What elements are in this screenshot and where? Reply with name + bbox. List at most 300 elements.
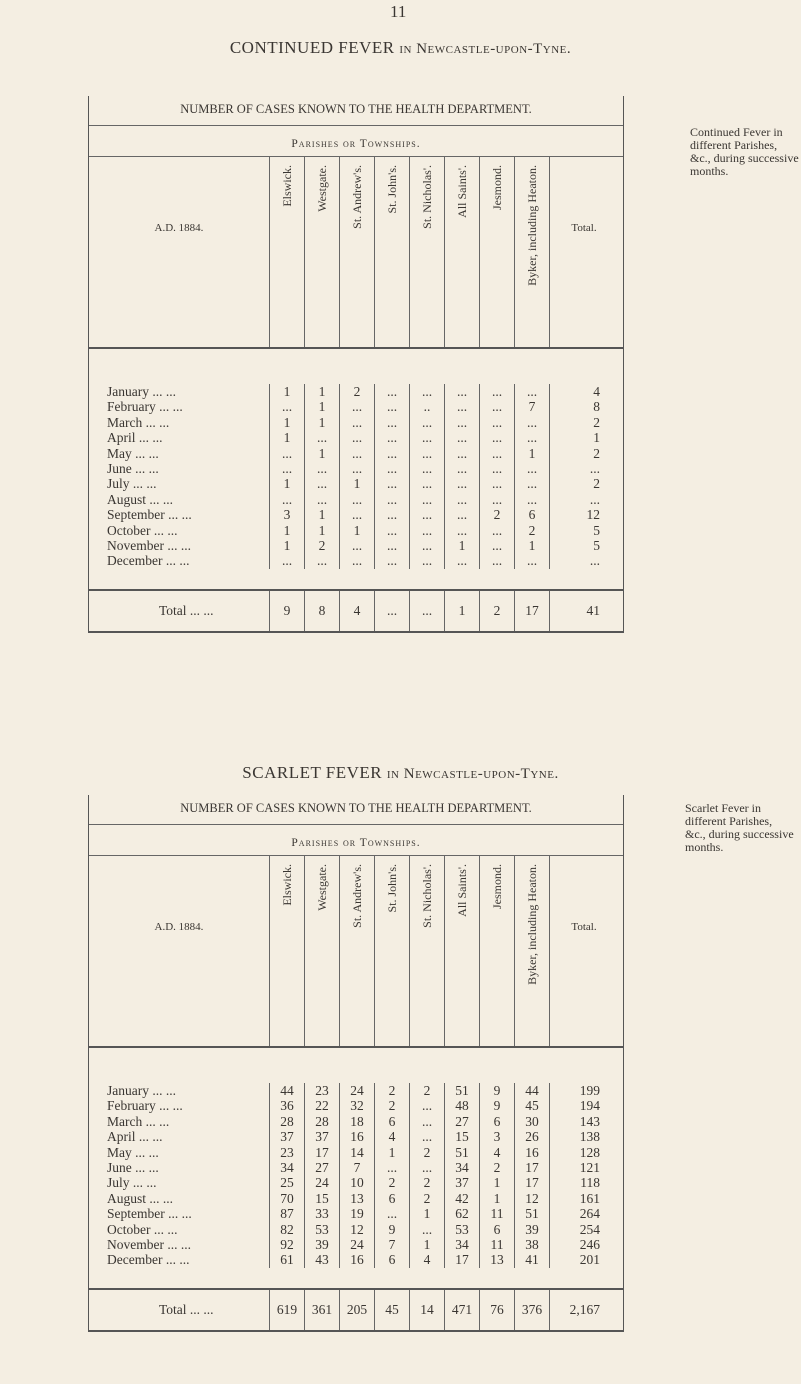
- total-value: 471: [451, 1301, 473, 1317]
- table-cell: 1: [318, 445, 326, 461]
- table-cell: 17: [525, 1159, 539, 1175]
- total-value: 9: [283, 602, 291, 618]
- table-cell: ...: [316, 553, 328, 569]
- table-cell: 1: [283, 384, 291, 399]
- table-cell: 264: [579, 1206, 600, 1222]
- month-label: June ... ...: [107, 1159, 159, 1175]
- table-cell: ...: [456, 491, 468, 507]
- column-header: [479, 157, 514, 347]
- table-cell: ...: [421, 430, 433, 446]
- table-cell: 13: [490, 1252, 504, 1268]
- table-cell: ...: [589, 491, 600, 507]
- table-cell: 9: [493, 1098, 501, 1114]
- column-header-label: Elswick.: [280, 864, 294, 906]
- table-cell: 11: [490, 1236, 504, 1252]
- total-cell: [479, 591, 514, 631]
- table-cell: 246: [579, 1236, 600, 1252]
- year-header: A.D. 1884.: [154, 921, 204, 933]
- data-column: [339, 384, 374, 569]
- continued-fever-title: [0, 38, 801, 58]
- table-cell: 143: [579, 1113, 600, 1129]
- table-cell: 6: [388, 1190, 396, 1206]
- month-label: September ... ...: [107, 1206, 192, 1222]
- table-cell: ...: [456, 445, 468, 461]
- table-cell: ...: [386, 553, 398, 569]
- column-header: [444, 157, 479, 347]
- table-cell: 118: [580, 1175, 600, 1191]
- table-cell: 23: [280, 1144, 294, 1160]
- table-cell: ...: [281, 553, 293, 569]
- total-label: Total ... ...: [159, 1301, 214, 1317]
- table-cell: 1: [528, 537, 536, 553]
- table-cell: 44: [525, 1083, 539, 1098]
- scarlet-fever-title: [0, 763, 801, 783]
- total-value: 14: [420, 1301, 434, 1317]
- table-cell: 3: [283, 507, 291, 523]
- table-cell: 12: [586, 507, 600, 523]
- table-cell: ...: [386, 430, 398, 446]
- column-header: Total.: [549, 856, 618, 1046]
- table-cell: 1: [283, 522, 291, 538]
- total-value: 376: [521, 1301, 543, 1317]
- table-cell: 23: [315, 1083, 329, 1098]
- table-cell: ...: [281, 399, 293, 415]
- table-cell: 61: [280, 1252, 294, 1268]
- table-cell: ...: [316, 491, 328, 507]
- total-cell: [409, 1290, 444, 1330]
- data-column: [479, 384, 514, 569]
- table-cell: ...: [386, 1159, 398, 1175]
- table-cell: 16: [350, 1129, 364, 1145]
- table-cell: ...: [526, 460, 538, 476]
- table-cell: 82: [280, 1221, 294, 1237]
- continued-fever-table: [88, 96, 624, 633]
- total-cell: [374, 1290, 409, 1330]
- parishes-label: Parishes or Townships.: [89, 126, 623, 157]
- data-column: [549, 1083, 618, 1268]
- table-cell: 11: [490, 1206, 504, 1222]
- month-label: November ... ...: [107, 537, 191, 553]
- table-cell: 39: [525, 1221, 539, 1237]
- table-cell: 6: [388, 1113, 396, 1129]
- data-column: [514, 1083, 549, 1268]
- month-label: September ... ...: [107, 507, 192, 523]
- total-label-cell: [89, 1290, 269, 1330]
- total-value: 4: [353, 602, 361, 618]
- column-header-label: Jesmond.: [490, 165, 504, 210]
- total-value: 41: [586, 602, 600, 618]
- table-cell: 7: [388, 1236, 396, 1252]
- table-cell: ...: [386, 460, 398, 476]
- table-cell: 1: [353, 476, 361, 492]
- table-cell: 41: [525, 1252, 539, 1268]
- table-cell: ...: [456, 553, 468, 569]
- total-value: ...: [421, 602, 433, 618]
- table-cell: 1: [318, 399, 326, 415]
- table-cell: ...: [316, 476, 328, 492]
- table-cell: ...: [351, 445, 363, 461]
- parishes-label: Parishes or Townships.: [89, 825, 623, 856]
- month-label: February ... ...: [107, 1098, 183, 1114]
- month-label: May ... ...: [107, 445, 159, 461]
- table-cell: 201: [579, 1252, 600, 1268]
- table-cell: ...: [421, 1129, 433, 1145]
- table-cell: ...: [491, 399, 503, 415]
- table-cell: ...: [456, 399, 468, 415]
- table-cell: 30: [525, 1113, 539, 1129]
- total-cell: [374, 591, 409, 631]
- column-header: [514, 157, 549, 347]
- table-cell: 9: [388, 1221, 396, 1237]
- table-cell: ...: [526, 476, 538, 492]
- table-cell: 1: [353, 522, 361, 538]
- table-cell: ...: [386, 445, 398, 461]
- table-cell: 1: [593, 430, 600, 446]
- total-value: 619: [276, 1301, 298, 1317]
- total-value: 205: [346, 1301, 368, 1317]
- table-cell: ...: [351, 399, 363, 415]
- table-cell: 1: [493, 1190, 501, 1206]
- table-cell: ...: [386, 476, 398, 492]
- table-cell: 128: [579, 1144, 600, 1160]
- table-cell: 2: [493, 1159, 501, 1175]
- header-row: [89, 157, 623, 349]
- table-cell: ...: [386, 414, 398, 430]
- table-cell: ...: [421, 476, 433, 492]
- table-cell: ...: [386, 384, 398, 399]
- table-cell: 161: [579, 1190, 600, 1206]
- table-cell: ...: [421, 507, 433, 523]
- table-cell: ...: [351, 553, 363, 569]
- table-cell: ...: [456, 414, 468, 430]
- total-label-cell: [89, 591, 269, 631]
- table-cell: 7: [528, 399, 536, 415]
- table-cell: ...: [316, 430, 328, 446]
- table-cell: 2: [388, 1175, 396, 1191]
- column-header-label: St. Andrew's.: [350, 165, 364, 229]
- total-cell: [409, 591, 444, 631]
- table-cell: ...: [421, 491, 433, 507]
- data-column: [409, 1083, 444, 1268]
- table-cell: ...: [351, 460, 363, 476]
- column-header: [269, 856, 304, 1046]
- month-label: December ... ...: [107, 1252, 190, 1268]
- table-cell: 37: [280, 1129, 294, 1145]
- scarlet-fever-table: [88, 795, 624, 1332]
- table-cell: ...: [491, 414, 503, 430]
- table-cell: 4: [493, 1144, 501, 1160]
- table-cell: 2: [593, 476, 600, 492]
- side-note: Continued Fever in different Parishes, &c., during successive months.: [690, 125, 799, 178]
- total-value: 361: [311, 1301, 333, 1317]
- table-cell: 53: [455, 1221, 469, 1237]
- column-header: [479, 856, 514, 1046]
- data-column: [444, 1083, 479, 1268]
- month-label: June ... ...: [107, 460, 159, 476]
- table-cell: 16: [525, 1144, 539, 1160]
- month-label: March ... ...: [107, 414, 170, 430]
- table-cell: ...: [316, 460, 328, 476]
- table-cell: 1: [283, 476, 291, 492]
- page-number: 11: [390, 2, 407, 21]
- table-cell: 9: [493, 1083, 501, 1098]
- table-cell: 32: [350, 1098, 364, 1114]
- table-cell: 254: [579, 1221, 600, 1237]
- table-cell: 16: [350, 1252, 364, 1268]
- table-cell: ...: [421, 522, 433, 538]
- table-cell: 2: [423, 1083, 431, 1098]
- table-cell: 37: [315, 1129, 329, 1145]
- total-cell: [549, 591, 618, 631]
- table-cell: 2: [493, 507, 501, 523]
- table-cell: ...: [589, 553, 600, 569]
- table-cell: ...: [491, 460, 503, 476]
- side-note: Scarlet Fever in different Parishes, &c., during successive months.: [685, 801, 794, 854]
- title-rest: in Newcastle-upon-Tyne.: [386, 766, 559, 782]
- table-cell: ...: [421, 414, 433, 430]
- column-header-label: All Saints'.: [455, 165, 469, 218]
- table-cell: ...: [351, 414, 363, 430]
- table-cell: ...: [456, 384, 468, 399]
- table-cell: 27: [455, 1113, 469, 1129]
- table-cell: 25: [280, 1175, 294, 1191]
- column-header: Total.: [549, 157, 618, 347]
- column-header-label: St. Andrew's.: [350, 864, 364, 928]
- table-cell: 34: [455, 1236, 469, 1252]
- table-cell: 2: [318, 537, 326, 553]
- table-cell: 10: [350, 1175, 364, 1191]
- table-cell: 62: [455, 1206, 469, 1222]
- table-cell: 42: [455, 1190, 469, 1206]
- table-cell: 2: [528, 522, 536, 538]
- table-cell: 1: [283, 537, 291, 553]
- table-cell: 199: [579, 1083, 600, 1098]
- table-cell: ...: [281, 491, 293, 507]
- month-label: December ... ...: [107, 553, 190, 569]
- table-cell: 17: [525, 1175, 539, 1191]
- total-cell: [514, 1290, 549, 1330]
- month-label: August ... ...: [107, 491, 174, 507]
- table-cell: 39: [315, 1236, 329, 1252]
- column-header: [409, 157, 444, 347]
- total-row: [89, 591, 623, 633]
- column-header-label: Jesmond.: [490, 864, 504, 909]
- column-header: [269, 157, 304, 347]
- total-cell: [269, 1290, 304, 1330]
- title-main: SCARLET FEVER: [242, 763, 383, 782]
- month-label: August ... ...: [107, 1190, 174, 1206]
- column-header: [304, 856, 339, 1046]
- column-header-label: Byker, including Heaton.: [525, 864, 539, 985]
- month-label: October ... ...: [107, 522, 178, 538]
- table-cell: ...: [491, 537, 503, 553]
- table-cell: ...: [491, 445, 503, 461]
- table-cell: ...: [589, 460, 600, 476]
- table-cell: ...: [421, 1098, 433, 1114]
- table-cell: 34: [280, 1159, 294, 1175]
- total-cell: [304, 591, 339, 631]
- month-label: March ... ...: [107, 1113, 170, 1129]
- table-cell: ...: [281, 460, 293, 476]
- table-cell: 2: [593, 445, 600, 461]
- table-cell: ...: [456, 522, 468, 538]
- month-label: April ... ...: [107, 1129, 163, 1145]
- table-cell: ...: [456, 507, 468, 523]
- table-cell: 4: [388, 1129, 396, 1145]
- table-cell: 14: [350, 1144, 364, 1160]
- title-main: CONTINUED FEVER: [229, 38, 395, 57]
- table-cell: ...: [351, 491, 363, 507]
- month-label: July ... ...: [107, 1175, 157, 1191]
- table-cell: 24: [315, 1175, 329, 1191]
- month-label: January ... ...: [107, 384, 176, 399]
- table-cell: 1: [318, 522, 326, 538]
- month-label: May ... ...: [107, 1144, 159, 1160]
- table-caption: NUMBER OF CASES KNOWN TO THE HEALTH DEPARTMENT.: [89, 795, 623, 825]
- table-cell: ...: [491, 476, 503, 492]
- table-cell: 2: [388, 1083, 396, 1098]
- table-cell: 22: [315, 1098, 329, 1114]
- table-cell: ...: [386, 491, 398, 507]
- total-value: 2: [493, 602, 501, 618]
- month-label: October ... ...: [107, 1221, 178, 1237]
- table-cell: 1: [388, 1144, 396, 1160]
- table-cell: 1: [318, 507, 326, 523]
- table-cell: ...: [421, 384, 433, 399]
- column-header-label: Elswick.: [280, 165, 294, 207]
- table-cell: 44: [280, 1083, 294, 1098]
- month-column: [89, 384, 269, 569]
- total-cell: [269, 591, 304, 631]
- total-cell: [514, 591, 549, 631]
- table-cell: ...: [351, 507, 363, 523]
- table-cell: 138: [579, 1129, 600, 1145]
- table-cell: 33: [315, 1206, 329, 1222]
- table-cell: 18: [350, 1113, 364, 1129]
- table-cell: 12: [525, 1190, 539, 1206]
- total-cell: [339, 591, 374, 631]
- table-cell: ...: [526, 491, 538, 507]
- table-cell: 1: [423, 1206, 431, 1222]
- month-label: January ... ...: [107, 1083, 176, 1098]
- table-cell: 3: [493, 1129, 501, 1145]
- column-header: [514, 856, 549, 1046]
- table-cell: 51: [525, 1206, 539, 1222]
- month-column: [89, 1083, 269, 1268]
- table-cell: 4: [423, 1252, 431, 1268]
- table-cell: 38: [525, 1236, 539, 1252]
- column-header-label: Westgate.: [315, 165, 329, 212]
- total-cell: [444, 1290, 479, 1330]
- table-cell: 6: [528, 507, 536, 523]
- table-cell: 17: [455, 1252, 469, 1268]
- month-label: April ... ...: [107, 430, 163, 446]
- table-cell: 87: [280, 1206, 294, 1222]
- total-value: 17: [525, 602, 539, 618]
- table-cell: ...: [526, 430, 538, 446]
- table-cell: ...: [456, 476, 468, 492]
- table-cell: 24: [350, 1083, 364, 1098]
- table-cell: 45: [525, 1098, 539, 1114]
- total-cell: [549, 1290, 618, 1330]
- total-label: Total ... ...: [159, 602, 214, 618]
- column-header: [339, 856, 374, 1046]
- table-cell: ...: [421, 445, 433, 461]
- total-cell: [444, 591, 479, 631]
- month-label: February ... ...: [107, 399, 183, 415]
- column-header-label: Byker, including Heaton.: [525, 165, 539, 286]
- table-cell: 2: [353, 384, 361, 399]
- table-cell: ...: [456, 430, 468, 446]
- data-column: [374, 384, 409, 569]
- table-cell: ...: [386, 507, 398, 523]
- table-cell: 48: [455, 1098, 469, 1114]
- data-column: [514, 384, 549, 569]
- total-cell: [479, 1290, 514, 1330]
- table-cell: ...: [421, 1159, 433, 1175]
- table-cell: ...: [386, 399, 398, 415]
- column-header: [374, 157, 409, 347]
- table-cell: 1: [458, 537, 466, 553]
- year-header: A.D. 1884.: [154, 222, 204, 234]
- table-cell: ...: [421, 1221, 433, 1237]
- table-cell: 5: [593, 522, 600, 538]
- table-cell: 53: [315, 1221, 329, 1237]
- table-cell: 1: [493, 1175, 501, 1191]
- column-header: [409, 856, 444, 1046]
- table-cell: ...: [386, 522, 398, 538]
- total-cell: [304, 1290, 339, 1330]
- month-label: November ... ...: [107, 1236, 191, 1252]
- table-cell: 28: [315, 1113, 329, 1129]
- table-cell: ...: [526, 414, 538, 430]
- table-cell: 4: [593, 384, 600, 399]
- table-cell: 28: [280, 1113, 294, 1129]
- table-cell: ...: [421, 1113, 433, 1129]
- table-cell: ...: [386, 1206, 398, 1222]
- column-header: [374, 856, 409, 1046]
- table-cell: ...: [491, 553, 503, 569]
- table-cell: 5: [593, 537, 600, 553]
- table-cell: 51: [455, 1144, 469, 1160]
- column-header: [304, 157, 339, 347]
- table-cell: 6: [388, 1252, 396, 1268]
- data-column: [409, 384, 444, 569]
- table-cell: 13: [350, 1190, 364, 1206]
- data-column: [549, 384, 618, 569]
- table-cell: 6: [493, 1113, 501, 1129]
- data-column: [304, 384, 339, 569]
- table-cell: 2: [423, 1190, 431, 1206]
- table-cell: 26: [525, 1129, 539, 1145]
- data-column: [269, 384, 304, 569]
- table-body: [89, 349, 623, 591]
- total-cell: [339, 1290, 374, 1330]
- table-cell: 51: [455, 1083, 469, 1098]
- data-column: [269, 1083, 304, 1268]
- column-header: [339, 157, 374, 347]
- table-cell: 194: [579, 1098, 600, 1114]
- table-cell: ...: [491, 491, 503, 507]
- table-body: [89, 1048, 623, 1290]
- table-cell: 2: [593, 414, 600, 430]
- table-cell: 6: [493, 1221, 501, 1237]
- table-cell: ...: [421, 460, 433, 476]
- total-value: 8: [318, 602, 326, 618]
- table-cell: ...: [491, 430, 503, 446]
- month-label: July ... ...: [107, 476, 157, 492]
- table-cell: 1: [283, 430, 291, 446]
